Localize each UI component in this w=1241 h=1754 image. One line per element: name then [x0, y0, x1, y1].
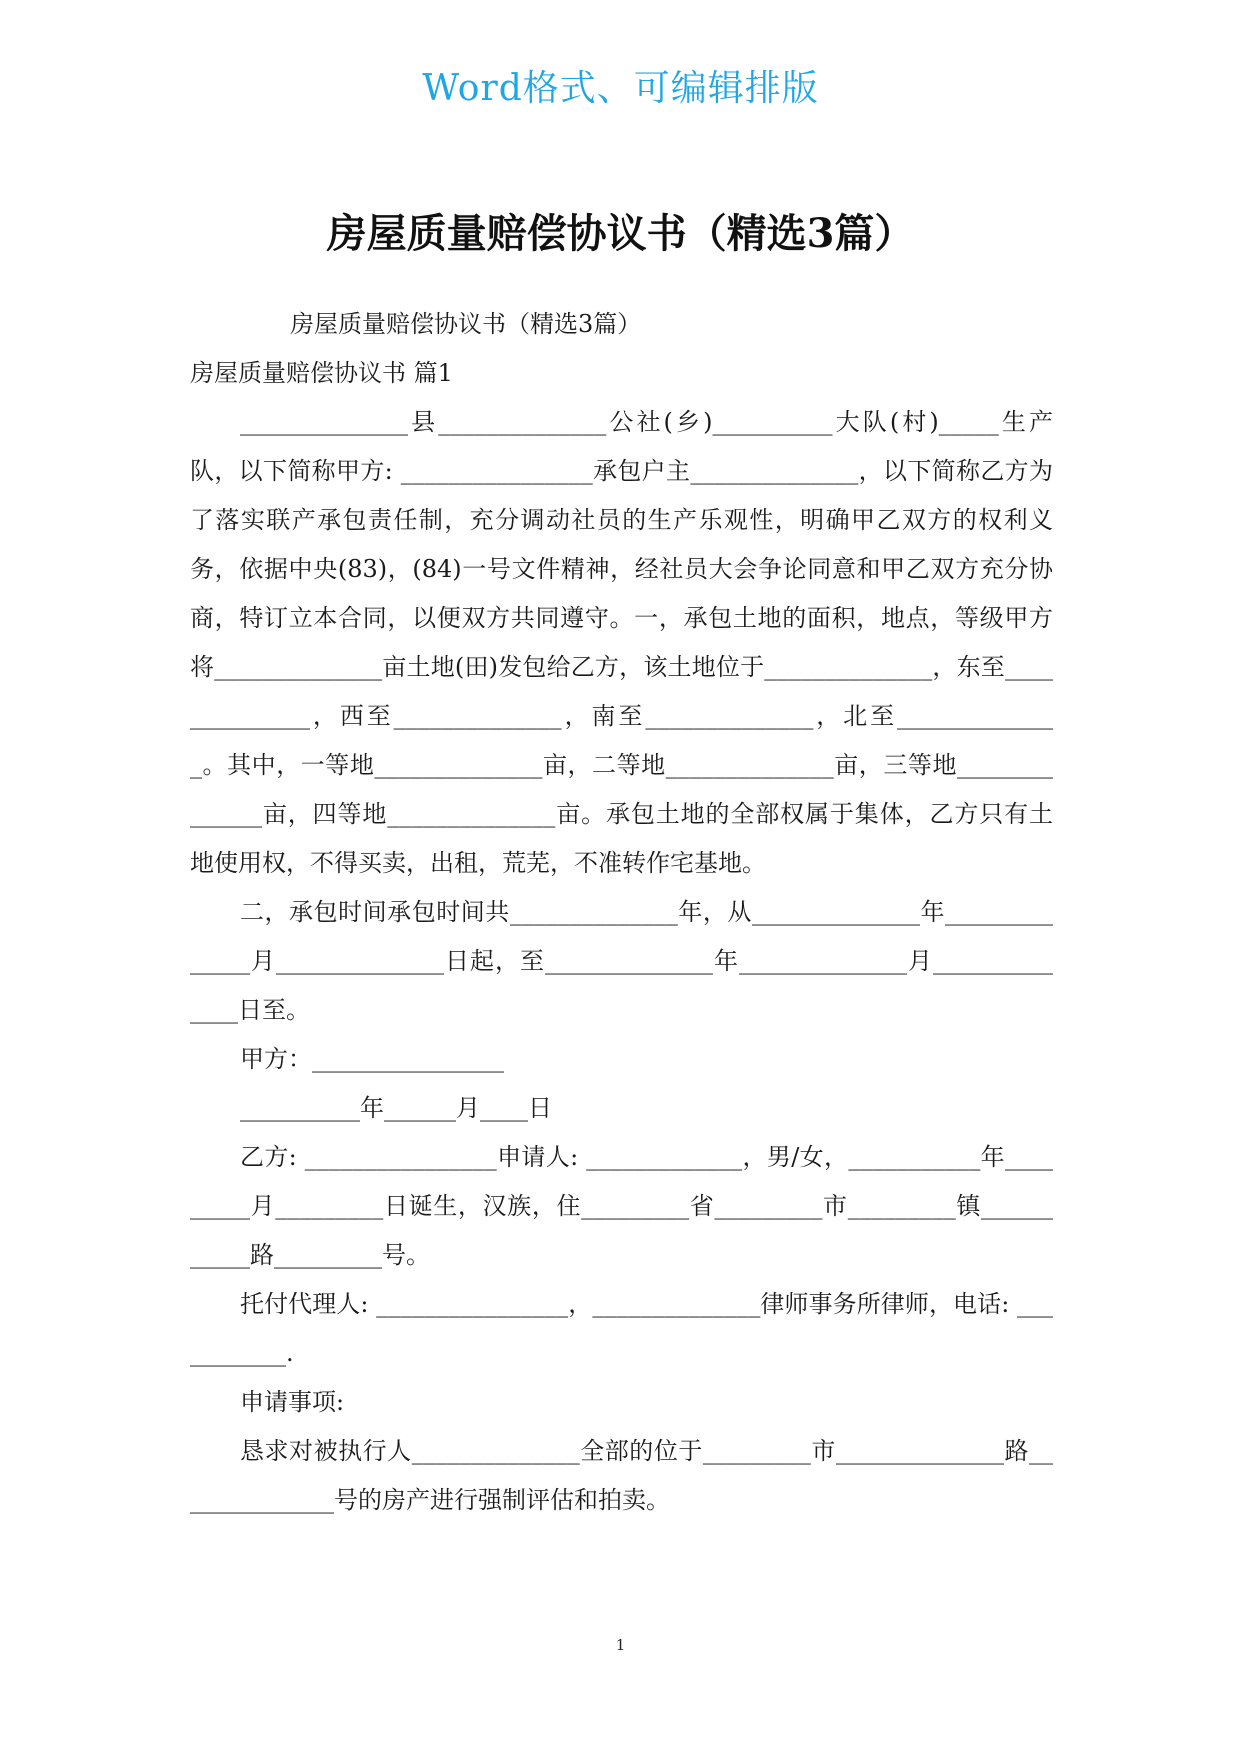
- date-line: __________年______月____日: [240, 1094, 552, 1122]
- subtitle-paragraph: 房屋质量赔偿协议书（精选3篇）: [290, 310, 642, 338]
- request-paragraph: 恳求对被执行人______________全部的位于_________市______________路______________号的房产进行强制评估和拍卖。: [190, 1437, 1053, 1514]
- contract-paragraph-2: 二，承包时间承包时间共______________年，从______________年______________月______________日起，至______________年______________月______________日至。: [190, 898, 1053, 1024]
- party-a-line: 甲方：________________: [240, 1045, 504, 1073]
- document-body: [190, 300, 1053, 1525]
- document-header: Word格式、可编辑排版: [422, 68, 819, 109]
- contract-paragraph-1: ______________县______________公社(乡)__________大队(村)_____生产队，以下简称甲方: ________________承包户主______________，以下简称乙方为了落实联产承包责任制，充分调动社员的生产乐观性，明确甲乙双方的权利义务，依据中央(83)，(84)一号文件精神，经社员大会争论同意和甲乙双方充分协商，特订立本合同，以便双方共同遵守。一，承包土地的面积，地点，等级甲方将______________亩土地(田)发包给乙方，该土地位于______________，东至______________，西至______________，南至______________，北至______________。其中，一等地______________亩，二等地______________亩，三等地______________亩，四等地______________亩。承包土地的全部权属于集体，乙方只有土地使用权，不得买卖，出租，荒芜，不准转作宅基地。: [190, 408, 1053, 877]
- page-number: 1: [615, 1636, 626, 1654]
- request-heading: 申请事项:: [240, 1388, 345, 1416]
- agent-paragraph: 托付代理人: ________________，______________律师事务所律师，电话: ___________.: [190, 1290, 1053, 1367]
- document-title: 房屋质量赔偿协议书（精选3篇）: [326, 210, 915, 257]
- section-heading: 房屋质量赔偿协议书 篇1: [190, 359, 453, 387]
- party-b-paragraph: 乙方: ________________申请人: _____________，男/女，___________年_________月_________日诞生，汉族，住_________省_________市_________镇___________路_________号。: [190, 1143, 1053, 1269]
